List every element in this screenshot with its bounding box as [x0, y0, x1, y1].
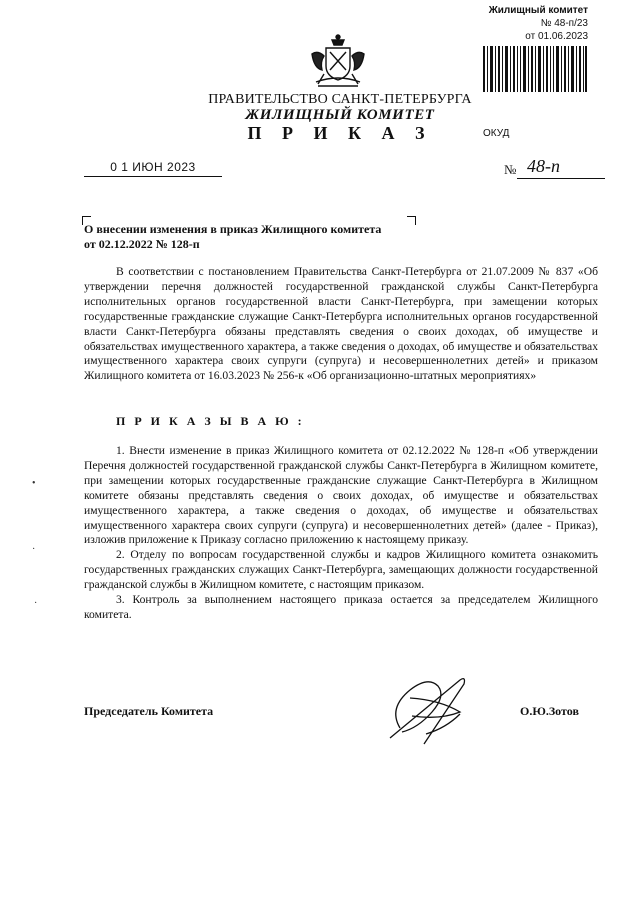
- okud-label: ОКУД: [483, 128, 510, 139]
- stamp-date: от 01.06.2023: [525, 31, 588, 42]
- stamp-title: Жилищный комитет: [488, 5, 588, 16]
- document-type: П Р И К А З: [247, 123, 433, 143]
- preamble-paragraph: В соответствии с постановлением Правительства Санкт-Петербурга от 21.07.2009 № 837 «Об утверждении перечня должностей государственной гражданской службы Санкт-Петербурга исполнительных органов государственной власти Санкт-Петербурга, при замещении которых государственные гражданские служащие Санкт-Петербурга исполнительных органов государственной власти Санкт-Петербурга обязаны представлять сведения о своих доходах, об имуществе и обязательствах имущественного характера, а также сведения о доходах, об имуществе и обязательствах имущественного характера своих супруги (супруга) и несовершеннолетних детей» и приказом Жилищного комитета от 16.03.2023 № 256-к «Об организационно-штатных мероприятиях»: [84, 265, 598, 383]
- signatory-name: О.Ю.Зотов: [520, 704, 579, 718]
- barcode: [483, 46, 587, 92]
- order-item-3: 3. Контроль за выполнением настоящего приказа остается за председателем Жилищного комитета.: [84, 593, 598, 621]
- order-items: [84, 444, 598, 623]
- orders-heading: П Р И К А З Ы В А Ю :: [116, 414, 305, 428]
- coat-of-arms-icon: [306, 34, 370, 90]
- handwritten-signature-icon: [370, 668, 490, 746]
- registration-stamp: [478, 4, 588, 43]
- order-subject: [84, 222, 424, 252]
- margin-mark: ·: [34, 598, 38, 609]
- subject-line-2: от 02.12.2022 № 128-п: [84, 237, 200, 251]
- margin-mark: •: [32, 478, 36, 489]
- order-item-2: 2. Отделу по вопросам государственной службы и кадров Жилищного комитета ознакомить государственных гражданских служащих Санкт-Петербурга, замещающих должности государственной гражданской службы в Жилищном комитете, с настоящим приказом.: [84, 548, 598, 592]
- stamp-number: № 48-п/23: [540, 18, 588, 29]
- signatory-position: Председатель Комитета: [84, 704, 214, 718]
- order-date: 0 1 ИЮН 2023: [84, 160, 222, 177]
- order-number: 48-п: [517, 156, 605, 179]
- subject-line-1: О внесении изменения в приказ Жилищного комитета: [84, 222, 382, 236]
- government-name: ПРАВИТЕЛЬСТВО САНКТ-ПЕТЕРБУРГА: [208, 92, 472, 107]
- order-item-1: 1. Внести изменение в приказ Жилищного комитета от 02.12.2022 № 128-п «Об утверждении Перечня должностей государственной гражданской службы Санкт-Петербурга в Жилищном комитете, при замещении которых государственные гражданские служащие Санкт-Петербурга в Жилищном комитете обязаны представлять сведения о своих доходах, об имуществе и обязательствах имущественного характера, а также сведения о доходах, об имуществе и обязательствах имущественного характера своих супруги (супруга) и несовершеннолетних детей» (далее - Приказ), изложив приложение к Приказу согласно приложению к настоящему приказу.: [84, 444, 598, 547]
- margin-mark: ·: [32, 544, 36, 555]
- committee-name: ЖИЛИЩНЫЙ КОМИТЕТ: [245, 107, 435, 123]
- order-number-sign: №: [504, 162, 517, 177]
